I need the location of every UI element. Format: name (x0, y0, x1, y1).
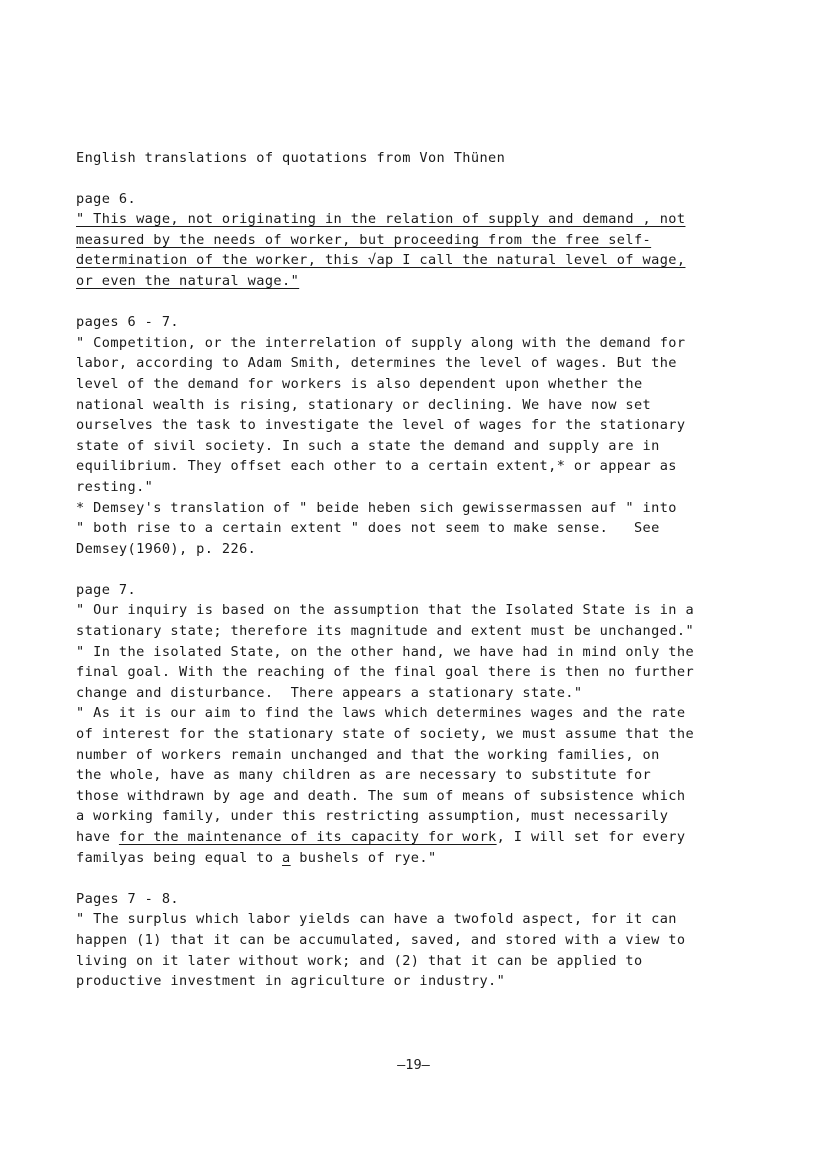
quote-text: , I will set for every (496, 829, 686, 845)
quote-line: change and disturbance. There appears a stationary state." (76, 684, 583, 701)
quote-line: final goal. With the reaching of the final goal there is then no further (76, 664, 695, 681)
quote-line: happen (1) that it can be accumulated, saved, and stored with a view to (76, 931, 686, 948)
document-title: English translations of quotations from Von Thünen (76, 150, 506, 166)
quote-line: living on it later without work; and (2) that it can be applied to (76, 952, 643, 969)
section-label-page-7: page 7. (76, 581, 137, 598)
quote-line: " Competition, or the interrelation of supply along with the demand for (76, 334, 686, 351)
quote-line (76, 827, 756, 848)
quote-line: ourselves the task to investigate the level of wages for the stationary (76, 417, 686, 434)
quote-line: " As it is our aim to find the laws which determines wages and the rate (76, 705, 686, 722)
quote-line: " This wage, not originating in the relation of supply and demand , not (76, 211, 686, 228)
page-number: —19— (397, 1057, 430, 1073)
quote-line: state of sivil society. In such a state the demand and supply are in (76, 437, 660, 454)
footnote-line: * Demsey's translation of " beide heben sich gewissermassen auf " into (76, 499, 677, 516)
text-body (76, 148, 756, 992)
quote-line: " Our inquiry is based on the assumption that the Isolated State is in a (76, 602, 695, 619)
quote-line: " In the isolated State, on the other hand, we have had in mind only the (76, 643, 695, 660)
footnote-line: Demsey(1960), p. 226. (76, 540, 257, 557)
quote-line: those withdrawn by age and death. The sum of means of subsistence which (76, 787, 686, 804)
quote-line: of interest for the stationary state of society, we must assume that the (76, 726, 695, 743)
section-label-pages-7-8: Pages 7 - 8. (76, 890, 180, 907)
underlined-variable: a (282, 849, 291, 866)
quote-line: productive investment in agriculture or industry." (76, 973, 506, 990)
quote-line: number of workers remain unchanged and that the working families, on (76, 746, 660, 763)
quote-text: have (76, 829, 119, 845)
quote-line: resting." (76, 478, 154, 495)
quote-text: familyas being equal to (76, 849, 283, 866)
section-label-pages-6-7: pages 6 - 7. (76, 314, 180, 331)
quote-text: bushels of rye." (290, 849, 437, 866)
quote-line: level of the demand for workers is also dependent upon whether the (76, 375, 643, 392)
quote-line: measured by the needs of worker, but proceeding from the free self- (76, 231, 652, 248)
quote-line: national wealth is rising, stationary or declining. We have now set (76, 396, 652, 413)
quote-line: the whole, have as many children as are necessary to substitute for (76, 767, 652, 784)
quote-line: labor, according to Adam Smith, determines the level of wages. But the (76, 355, 677, 372)
quote-line: " The surplus which labor yields can have a twofold aspect, for it can (76, 911, 677, 928)
quote-line: determination of the worker, this √ap I call the natural level of wage, (76, 252, 686, 269)
section-label-page-6: page 6. (76, 190, 137, 207)
footnote-line: " both rise to a certain extent " does not seem to make sense. See (76, 520, 660, 537)
quote-line: stationary state; therefore its magnitude and extent must be unchanged." (76, 623, 695, 640)
quote-line: a working family, under this restricting assumption, must necessarily (76, 808, 669, 825)
underlined-phrase: for the maintenance of its capacity for work (118, 829, 497, 845)
quote-line: equilibrium. They offset each other to a certain extent,* or appear as (76, 458, 677, 475)
quote-line (76, 848, 756, 869)
quote-line: or even the natural wage." (76, 272, 300, 289)
